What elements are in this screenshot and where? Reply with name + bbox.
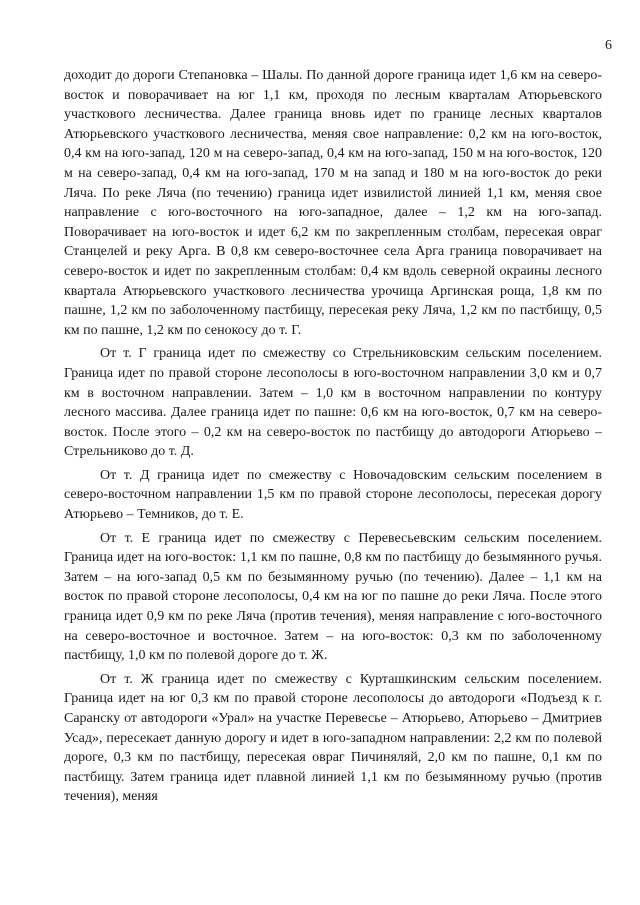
paragraph-2: От т. Г граница идет по смежеству со Стрельниковским сельским поселением. Граница идет по правой стороне лесополосы в юго-восточном направлении 3,0 км и 0,7 км в восточном направлении. Затем – 1,0 км в восточном направлении по контуру лесного массива. Далее граница идет по пашне: 0,6 км на юго-восток, 0,7 км на северо-восток. После этого – 0,2 км на северо-восток по пастбищу до автодороги Атюрьево – Стрельниково до т. Д.: [64, 346, 602, 460]
document-body: [64, 66, 602, 811]
page-number: 6: [605, 38, 612, 53]
paragraph-5: От т. Ж граница идет по смежеству с Курташкинским сельским поселением. Граница идет на юг 0,3 км по правой стороне лесополосы до автодороги «Подъезд к г. Саранску от автодороги «Урал» на участке Перевесье – Атюрьево, Атюрьево – Дмитриев Усад», пересекает данную дорогу и идет в юго-западном направлении: 2,2 км по полевой дороге, 0,3 км по пастбищу, пересекая овраг Пичиняляй, 2,0 км по пашне, 0,1 км по пастбищу. Затем граница идет плавной линией 1,1 км по безымянному ручью (против течения), меняя: [64, 671, 602, 805]
paragraph-4: От т. Е граница идет по смежеству с Перевесьевским сельским поселением. Граница идет на юго-восток: 1,1 км по пашне, 0,8 км по пастбищу до безымянного ручья. Затем – на юго-запад 0,5 км по безымянному ручью (по течению). Далее – 1,1 км на восток по правой стороне лесополосы, 0,4 км на юг по пашне до реки Ляча. После этого граница идет 0,9 км по реке Ляча (против течения), меняя направление с юго-восточного на северо-восточное и восточное. Затем – на юго-восток: 0,3 км по заболоченному пастбищу, 1,0 км по полевой дороге до т. Ж.: [64, 530, 602, 664]
paragraph-1: доходит до дороги Степановка – Шалы. По данной дороге граница идет 1,6 км на северо-восток и поворачивает на юг 1,1 км, проходя по лесным кварталам Атюрьевского участкового лесничества. Далее граница вновь идет по границе лесных кварталов Атюрьевского участкового лесничества, меняя свое направление: 0,2 км на юго-восток, 0,4 км на юго-запад, 120 м на северо-запад, 0,4 км на юго-запад, 150 м на юго-восток, 120 м на северо-запад, 0,4 км на юго-запад, 170 м на запад и 180 м на юго-восток до реки Ляча. По реке Ляча (по течению) граница идет извилистой линией 1,1 км, меняя свое направление с юго-восточного на юго-западное, далее – 1,2 км на юго-запад. Поворачивает на юго-восток и идет 6,2 км по закрепленным столбам, пересекая овраг Станцелей и реку Арга. В 0,8 км северо-восточнее села Арга граница поворачивает на северо-восток и идет по закрепленным столбам: 0,4 км вдоль северной окраины лесного квартала Атюрьевского участкового лесничества урочища Аргинская роща, 1,8 км по пашне, 1,2 км по заболоченному пастбищу, пересекая реку Ляча, 1,2 км по пастбищу, 0,5 км по пашне, 1,2 км по сенокосу до т. Г.: [64, 68, 602, 338]
paragraph-3: От т. Д граница идет по смежеству с Новочадовским сельским поселением в северо-восточном направлении 1,5 км по правой стороне лесополосы, пересекая дорогу Атюрьево – Темников, до т. Е.: [64, 467, 602, 523]
